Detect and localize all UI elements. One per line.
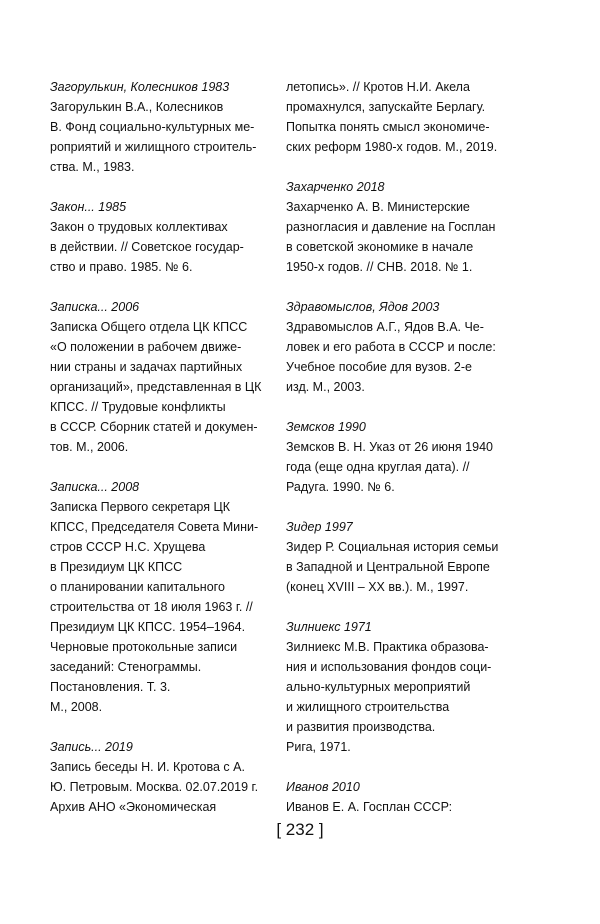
entry-text-line: М., 2008. <box>50 700 103 714</box>
entry-heading: Загорулькин, Колесников 1983 <box>50 80 230 94</box>
entry-heading: Зидер 1997 <box>286 520 353 534</box>
entry-text-line: организаций», представленная в ЦК <box>50 380 262 394</box>
entry-text-line: Захарченко А. В. Министерские <box>286 200 470 214</box>
entry-text-line: и развития производства. <box>286 720 436 734</box>
bibliography-entry <box>286 617 536 757</box>
entry-text-line: Президиум ЦК КПСС. 1954–1964. <box>50 620 246 634</box>
entry-text-line: Учебное пособие для вузов. 2-е <box>286 360 472 374</box>
entry-text-line: заседаний: Стенограммы. <box>50 660 202 674</box>
bibliography-entry <box>50 77 290 177</box>
entry-text-line: ских реформ 1980-х годов. М., 2019. <box>286 140 498 154</box>
entry-text-line: Зидер Р. Социальная история семьи <box>286 540 499 554</box>
bibliography-entry <box>286 177 536 277</box>
entry-text-line: тов. М., 2006. <box>50 440 129 454</box>
bibliography-entry <box>286 297 536 397</box>
entry-text-line: ния и использования фондов соци- <box>286 660 492 674</box>
entry-text-line: строительства от 18 июля 1963 г. // <box>50 600 253 614</box>
entry-text-line: Постановления. Т. 3. <box>50 680 171 694</box>
entry-text-line: разногласия и давление на Госплан <box>286 220 496 234</box>
entry-heading: Записка... 2008 <box>50 480 140 494</box>
entry-text-line: о планировании капитального <box>50 580 225 594</box>
entry-heading: Здравомыслов, Ядов 2003 <box>286 300 440 314</box>
entry-text-line: Черновые протокольные записи <box>50 640 238 654</box>
entry-text-line: «О положении в рабочем движе- <box>50 340 242 354</box>
entry-text-line: Здравомыслов А.Г., Ядов В.А. Че- <box>286 320 484 334</box>
entry-text-line: (конец XVIII – XX вв.). М., 1997. <box>286 580 469 594</box>
entry-heading: Зилниекс 1971 <box>286 620 372 634</box>
entry-text-line: Иванов Е. А. Госплан СССР: <box>286 800 453 814</box>
bibliography-entry <box>286 517 536 597</box>
entry-heading: Захарченко 2018 <box>286 180 385 194</box>
entry-heading: Запись... 2019 <box>50 740 133 754</box>
entry-text-line: в СССР. Сборник статей и докумен- <box>50 420 258 434</box>
entry-text-line: в Президиум ЦК КПСС <box>50 560 183 574</box>
entry-text-line: Радуга. 1990. № 6. <box>286 480 395 494</box>
entry-text-line: КПСС, Председателя Совета Мини- <box>50 520 259 534</box>
bibliography-entry <box>286 77 536 157</box>
entry-text-line: летопись». // Кротов Н.И. Акела <box>286 80 470 94</box>
bibliography-entry <box>50 737 290 817</box>
entry-text-line: Земсков В. Н. Указ от 26 июня 1940 <box>286 440 493 454</box>
entry-text-line: Загорулькин В.А., Колесников <box>50 100 224 114</box>
bibliography-entry <box>50 297 290 457</box>
entry-text-line: в советской экономике в начале <box>286 240 474 254</box>
bibliography-entry <box>286 777 536 817</box>
right-column <box>286 77 536 837</box>
entry-text-line: нии страны и задачах партийных <box>50 360 243 374</box>
entry-text-line: года (еще одна круглая дата). // <box>286 460 470 474</box>
entry-text-line: 1950-х годов. // СНВ. 2018. № 1. <box>286 260 473 274</box>
bibliography-entry <box>50 197 290 277</box>
entry-text-line: Ю. Петровым. Москва. 02.07.2019 г. <box>50 780 259 794</box>
entry-text-line: Закон о трудовых коллективах <box>50 220 228 234</box>
entry-text-line: В. Фонд социально-культурных ме- <box>50 120 255 134</box>
entry-text-line: и жилищного строительства <box>286 700 450 714</box>
entry-text-line: в действии. // Советское государ- <box>50 240 244 254</box>
entry-heading: Иванов 2010 <box>286 780 360 794</box>
entry-text-line: Записка Первого секретаря ЦК <box>50 500 230 514</box>
entry-text-line: ально-культурных мероприятий <box>286 680 471 694</box>
entry-text-line: ловек и его работа в СССР и после: <box>286 340 496 354</box>
bibliography-entry <box>286 417 536 497</box>
entry-heading: Записка... 2006 <box>50 300 140 314</box>
entry-text-line: КПСС. // Трудовые конфликты <box>50 400 226 414</box>
entry-text-line: стров СССР Н.С. Хрущева <box>50 540 206 554</box>
page-number: [ 232 ] <box>276 820 324 839</box>
entry-text-line: Зилниекс М.В. Практика образова- <box>286 640 489 654</box>
entry-text-line: Запись беседы Н. И. Кротова с А. <box>50 760 245 774</box>
entry-heading: Закон... 1985 <box>50 200 127 214</box>
entry-text-line: ство и право. 1985. № 6. <box>50 260 193 274</box>
entry-text-line: Попытка понять смысл экономиче- <box>286 120 490 134</box>
entry-text-line: в Западной и Центральной Европе <box>286 560 490 574</box>
entry-text-line: Рига, 1971. <box>286 740 351 754</box>
entry-text-line: Архив АНО «Экономическая <box>50 800 217 814</box>
entry-heading: Земсков 1990 <box>286 420 366 434</box>
entry-text-line: изд. М., 2003. <box>286 380 365 394</box>
entry-text-line: роприятий и жилищного строитель- <box>50 140 257 154</box>
left-column <box>50 77 290 837</box>
entry-text-line: ства. М., 1983. <box>50 160 135 174</box>
entry-text-line: промахнулся, запускайте Берлагу. <box>286 100 486 114</box>
bibliography-entry <box>50 477 290 717</box>
entry-text-line: Записка Общего отдела ЦК КПСС <box>50 320 248 334</box>
